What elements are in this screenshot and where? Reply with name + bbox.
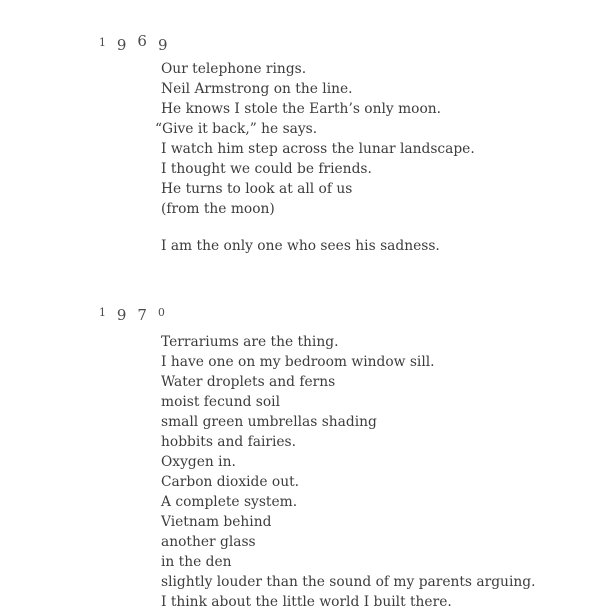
poem-line: Vietnam behind [161, 514, 272, 530]
stanza-1969-second [161, 236, 440, 256]
poem-line: in the den [161, 554, 232, 570]
poem-line: “Give it back,” he says. [155, 121, 318, 137]
poem-line: A complete system. [161, 494, 298, 510]
poem-line: I think about the little world I built there. [161, 594, 452, 610]
year-digit: 1 [99, 306, 117, 319]
poem-line: Carbon dioxide out. [161, 474, 300, 490]
poem-line: Oxygen in. [161, 454, 236, 470]
poem-line: (from the moon) [161, 201, 275, 217]
poem-line: He turns to look at all of us [161, 181, 353, 197]
poem-line: I watch him step across the lunar landscape. [161, 141, 475, 157]
poem-line: Terrariums are the thing. [161, 334, 339, 350]
poem-line: another glass [161, 534, 256, 550]
year-heading-1969 [99, 32, 179, 54]
poem-line: small green umbrellas shading [161, 414, 377, 430]
poem-line: Water droplets and ferns [161, 374, 336, 390]
year-digit: 6 [137, 32, 158, 50]
year-digit: 9 [157, 36, 179, 54]
year-digit: 9 [116, 36, 138, 54]
poem-line: Neil Armstrong on the line. [161, 81, 353, 97]
poem-line: Our telephone rings. [161, 61, 307, 77]
year-digit: 7 [137, 306, 158, 324]
poem-line: I have one on my bedroom window sill. [161, 354, 435, 370]
poem-line: He knows I stole the Earth’s only moon. [161, 101, 442, 117]
year-digit: 1 [99, 36, 117, 49]
year-digit: 9 [116, 306, 138, 324]
poem-line: I thought we could be friends. [161, 161, 372, 177]
poem-line: moist fecund soil [161, 394, 281, 410]
poem-line: slightly louder than the sound of my parents arguing. [161, 574, 536, 590]
stanza-1970 [161, 332, 535, 612]
poem-line: I am the only one who sees his sadness. [161, 238, 440, 254]
stanza-1969-first [155, 59, 475, 219]
year-digit: 0 [157, 306, 176, 319]
poem-line: hobbits and fairies. [161, 434, 296, 450]
year-heading-1970 [99, 303, 176, 324]
